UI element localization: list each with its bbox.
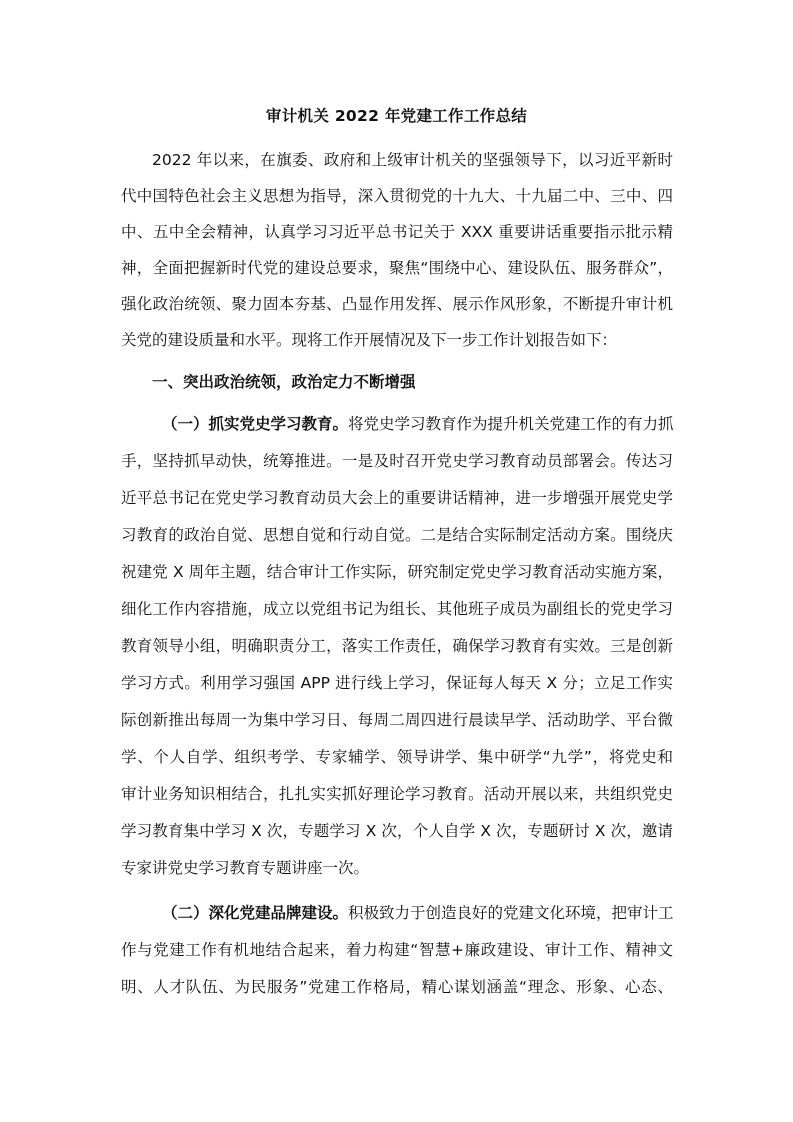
- paragraph-line: 细化工作内容措施，成立以党组书记为组长、其他班子成员为副组长的党史学习: [121, 600, 673, 618]
- paragraph-line: 学、个人自学、组织考学、专家辅学、领导讲学、集中研学“九学”，将党史和: [121, 748, 673, 766]
- section-heading: 一、突出政治统领，政治定力不断增强: [152, 373, 416, 391]
- intro-line: 2022 年以来，在旗委、政府和上级审计机关的坚强领导下，以习近平新时: [152, 151, 673, 169]
- intro-line: 代中国特色社会主义思想为指导，深入贯彻党的十九大、十九届二中、三中、四: [121, 187, 673, 205]
- paragraph-line: 际创新推出每周一为集中学习日、每周二周四进行晨读早学、活动助学、平台微: [121, 711, 673, 729]
- subsection-first-line: [162, 902, 673, 924]
- paragraph-line: 作与党建工作有机地结合起来，着力构建“智慧+廉政建设、审计工作、精神文: [121, 941, 673, 959]
- paragraph-line: 专家讲党史学习教育专题讲座一次。: [121, 859, 370, 877]
- document-title: 审计机关 2022 年党建工作工作总结: [265, 107, 528, 125]
- paragraph-line: 学习教育集中学习 X 次，专题学习 X 次，个人自学 X 次，专题研讨 X 次，邀请: [121, 822, 673, 840]
- subsection-label: （二）深化党建品牌建设。: [162, 904, 349, 922]
- subsection-first-line: [162, 413, 673, 435]
- paragraph-line: 学习方式。利用学习强国 APP 进行线上学习，保证每人每天 X 分；立足工作实: [121, 674, 673, 692]
- paragraph-line: 明、人才队伍、为民服务”党建工作格局，精心谋划涵盖“理念、形象、心态、: [121, 978, 673, 996]
- paragraph-line: 教育领导小组，明确职责分工，落实工作责任，确保学习教育有实效。三是创新: [121, 637, 673, 655]
- paragraph-text: 将党史学习教育作为提升机关党建工作的有力抓: [348, 415, 674, 433]
- subsection-label: （一）抓实党史学习教育。: [162, 415, 349, 433]
- paragraph-line: 手，坚持抓早动快，统筹推进。一是及时召开党史学习教育动员部署会。传达习: [121, 452, 673, 470]
- paragraph-line: 审计业务知识相结合，扎扎实实抓好理论学习教育。活动开展以来，共组织党史: [121, 785, 673, 803]
- intro-line: 中、五中全会精神，认真学习习近平总书记关于 XXX 重要讲话重要指示批示精: [121, 223, 673, 241]
- paragraph-line: 近平总书记在党史学习教育动员大会上的重要讲话精神，进一步增强开展党史学: [121, 489, 673, 507]
- intro-line: 强化政治统领、聚力固本夯基、凸显作用发挥、展示作风形象，不断提升审计机: [121, 295, 673, 313]
- intro-line: 神，全面把握新时代党的建设总要求，聚焦“围绕中心、建设队伍、服务群众”，: [121, 259, 673, 277]
- paragraph-line: 祝建党 X 周年主题，结合审计工作实际，研究制定党史学习教育活动实施方案，: [121, 563, 673, 581]
- paragraph-line: 习教育的政治自觉、思想自觉和行动自觉。二是结合实际制定活动方案。围绕庆: [121, 526, 673, 544]
- intro-line: 关党的建设质量和水平。现将工作开展情况及下一步工作计划报告如下：: [121, 331, 618, 349]
- paragraph-text: 积极致力于创造良好的党建文化环境，把审计工: [348, 904, 674, 922]
